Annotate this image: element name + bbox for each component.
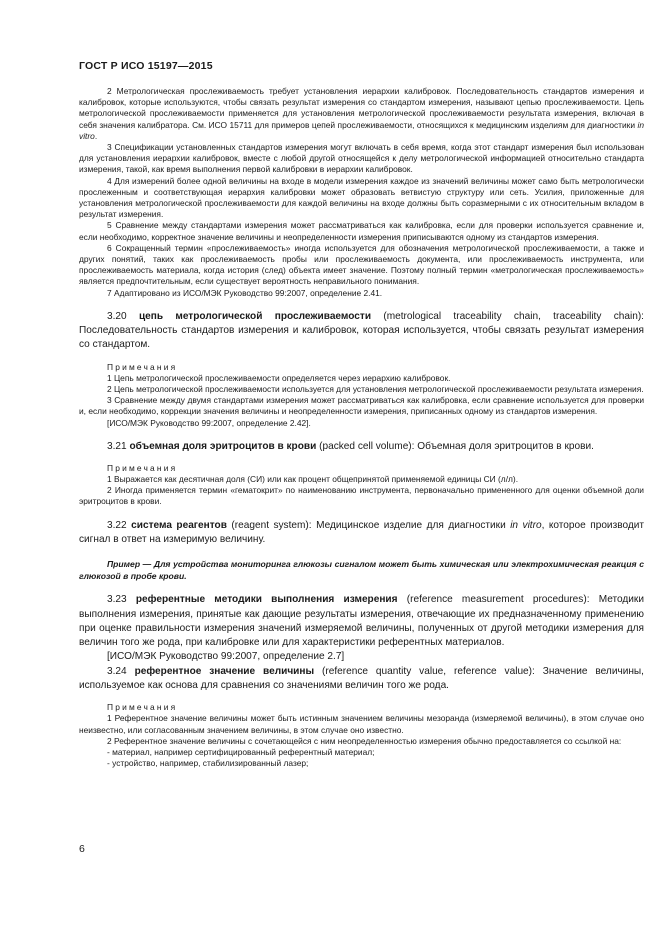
definition-3-20 — [79, 310, 644, 353]
note-text: 7 Адаптировано из ИСО/МЭК Руководство 99:2007, определение 2.41. — [107, 287, 383, 298]
note-paragraph — [79, 220, 644, 242]
definition-number: 3.21 — [107, 440, 127, 452]
definition-text: (reference quantity value, reference value): Значение величины, используемое как основа для сравнения со значениями величин того же рода. — [79, 665, 644, 692]
note-paragraph — [79, 384, 644, 395]
definition-text: (metrological traceability chain, traceability chain): Последовательность стандартов измерения и калибровок, которая используется, чтобы связать результат измерения со стандартом. — [79, 310, 644, 351]
notes-heading: Примечания — [107, 361, 178, 372]
definition-number: 3.22 — [107, 519, 127, 531]
notes-heading: Примечания — [107, 463, 178, 474]
list-item: - материал, например сертифицированный референтный материал; — [107, 746, 375, 757]
definition-number: 3.20 — [107, 310, 127, 322]
note-text: 6 Сокращенный термин «прослеживаемость» иногда используется для обозначения метрологической прослеживаемости, а также и других понятий, таких как прослеживаемость пробы или прослеживаемость документа, или прослеживаемость инструмента, или прослеживаемость материала, когда история (след) объекта имеет значение. Поэтому полный термин «метрологическая прослеживаемость» является предпочтительным, если существует вероятность неправильного понимания. — [79, 242, 644, 287]
notes-heading: Примечания — [107, 702, 178, 713]
definition-text: (reference measurement procedures): Методики выполнения измерения, принятые как дающие результаты измерения, отвечающие их предназначенному применению при оценке правильности измерения значений измеряемой величины, полученных от другой методики измерения для величин того же рода, при калибровке или для характеристики референтных материалов. — [79, 594, 644, 649]
note-paragraph — [79, 736, 644, 747]
definition-term: объемная доля эритроцитов в крови — [129, 440, 317, 452]
note-paragraph — [79, 474, 644, 485]
note-text: 1 Референтное значение величины может быть истинным значением величины мезоранда (измеряемой величины), в этом случае оно неизвестно, или согласованным значением величины, в этом случае оно известно. — [79, 713, 644, 735]
note-text: 2 Иногда применяется термин «гематокрит» по наименованию инструмента, первоначально примененного для оценки объемной доли эритроцитов в крови. — [79, 485, 644, 507]
note-paragraph — [79, 86, 644, 142]
note-text: 1 Цепь метрологической прослеживаемости определяется через иерархию калибровок. — [107, 372, 451, 383]
note-paragraph — [79, 142, 644, 176]
definition-3-21 — [79, 440, 644, 454]
note-paragraph — [79, 176, 644, 221]
note-text: 3 Сравнение между двумя стандартами измерения может рассматриваться как калибровка, если сравнение используется для проверки и, если необходимо, коррекции значения величины и неопределенности измерения, приписанных одному из стандартов измерения. — [79, 395, 644, 417]
definition-text: (packed cell volume): Объемная доля эритроцитов в крови. — [316, 440, 594, 452]
definition-3-23 — [79, 593, 644, 650]
note-paragraph — [79, 485, 644, 507]
note-text: 5 Сравнение между стандартами измерения может рассматриваться как калибровка, если для проверки используется сравнение и, если необходимо, корректное значение величины и неопределенности измерения приписываются одному из стандартов измерения. — [79, 220, 644, 242]
definition-term: система реагентов — [131, 519, 227, 531]
definition-term: референтные методики выполнения измерения — [135, 594, 398, 606]
reference-citation: [ИСО/МЭК Руководство 99:2007, определение 2.42]. — [107, 417, 311, 428]
example-paragraph: Пример — Для устройства мониторинга глюкозы сигналом может быть химическая или электрохимическая реакция с глюкозой в пробе крови. — [79, 559, 644, 582]
note-paragraph — [79, 373, 644, 384]
document-header: ГОСТ Р ИСО 15197—2015 — [79, 60, 213, 72]
note-text: 2 Метрологическая прослеживаемость требует установления иерархии калибровок. Последовательность стандартов измерения и калибровок, которые используются, чтобы связать результат измерения со стандартом измерения, называют цепью прослеживаемости. Цепь метрологической прослеживаемости применяется для установления метрологической прослеживаемости результата измерения, включая в себя значения калибратора. См. ИСО 15711 для примеров цепей прослеживаемости, относящихся к медицинским изделиям для диагностики in vitro. — [79, 86, 644, 141]
note-paragraph — [79, 395, 644, 417]
definition-text: , которое производит сигнал в ответ на измеримую величину. — [79, 519, 644, 545]
note-text: 2 Цепь метрологической прослеживаемости используется для установления метрологической прослеживаемости результата измерения. — [107, 383, 644, 394]
definition-italic: in vitro — [510, 519, 542, 531]
note-text: 3 Спецификации установленных стандартов измерения могут включать в себя время, когда этот стандарт измерения был использован для установления иерархии калибровок, вместе с любой другой относящейся к делу метрологической информацией относительно стандарта измерения, такой, как время выполнения первой калибровки в иерархии калибровок. — [79, 142, 644, 175]
definition-number: 3.23 — [107, 594, 127, 606]
definition-3-22 — [79, 519, 644, 548]
list-item: - устройство, например, стабилизированный лазер; — [107, 758, 309, 769]
italic-term: in vitro — [79, 119, 644, 141]
reference-citation: [ИСО/МЭК Руководство 99:2007, определение 2.7] — [107, 651, 345, 663]
definition-term: референтное значение величины — [134, 665, 315, 677]
note-text: 4 Для измерений более одной величины на входе в модели измерения каждое из значений величины может само быть метрологически прослеженным и соответствующая иерархия калибровки может образовать ветвистую структуру или сеть. Усилия, приложенные для установления метрологической прослеживаемости для каждой величины на входе должны быть соразмерными с их относительным вкладом в результат измерения. — [79, 175, 644, 220]
note-paragraph — [79, 713, 644, 735]
definition-number: 3.24 — [107, 665, 127, 677]
definition-3-24 — [79, 665, 644, 694]
note-text: 2 Референтное значение величины с сочетающейся с ним неопределенностью измерения обычно предоставляется со ссылкой на: — [107, 735, 622, 746]
document-body — [79, 86, 644, 769]
note-paragraph — [79, 288, 644, 299]
note-paragraph — [79, 243, 644, 288]
definition-term: цепь метрологической прослеживаемости — [138, 310, 372, 322]
note-text: 1 Выражается как десятичная доля (СИ) или как процент общепринятой применяемой единицы СИ (л/л). — [107, 474, 519, 485]
page-number: 6 — [79, 843, 85, 855]
definition-text: (reagent system): Медицинское изделие для диагностики — [226, 519, 511, 531]
